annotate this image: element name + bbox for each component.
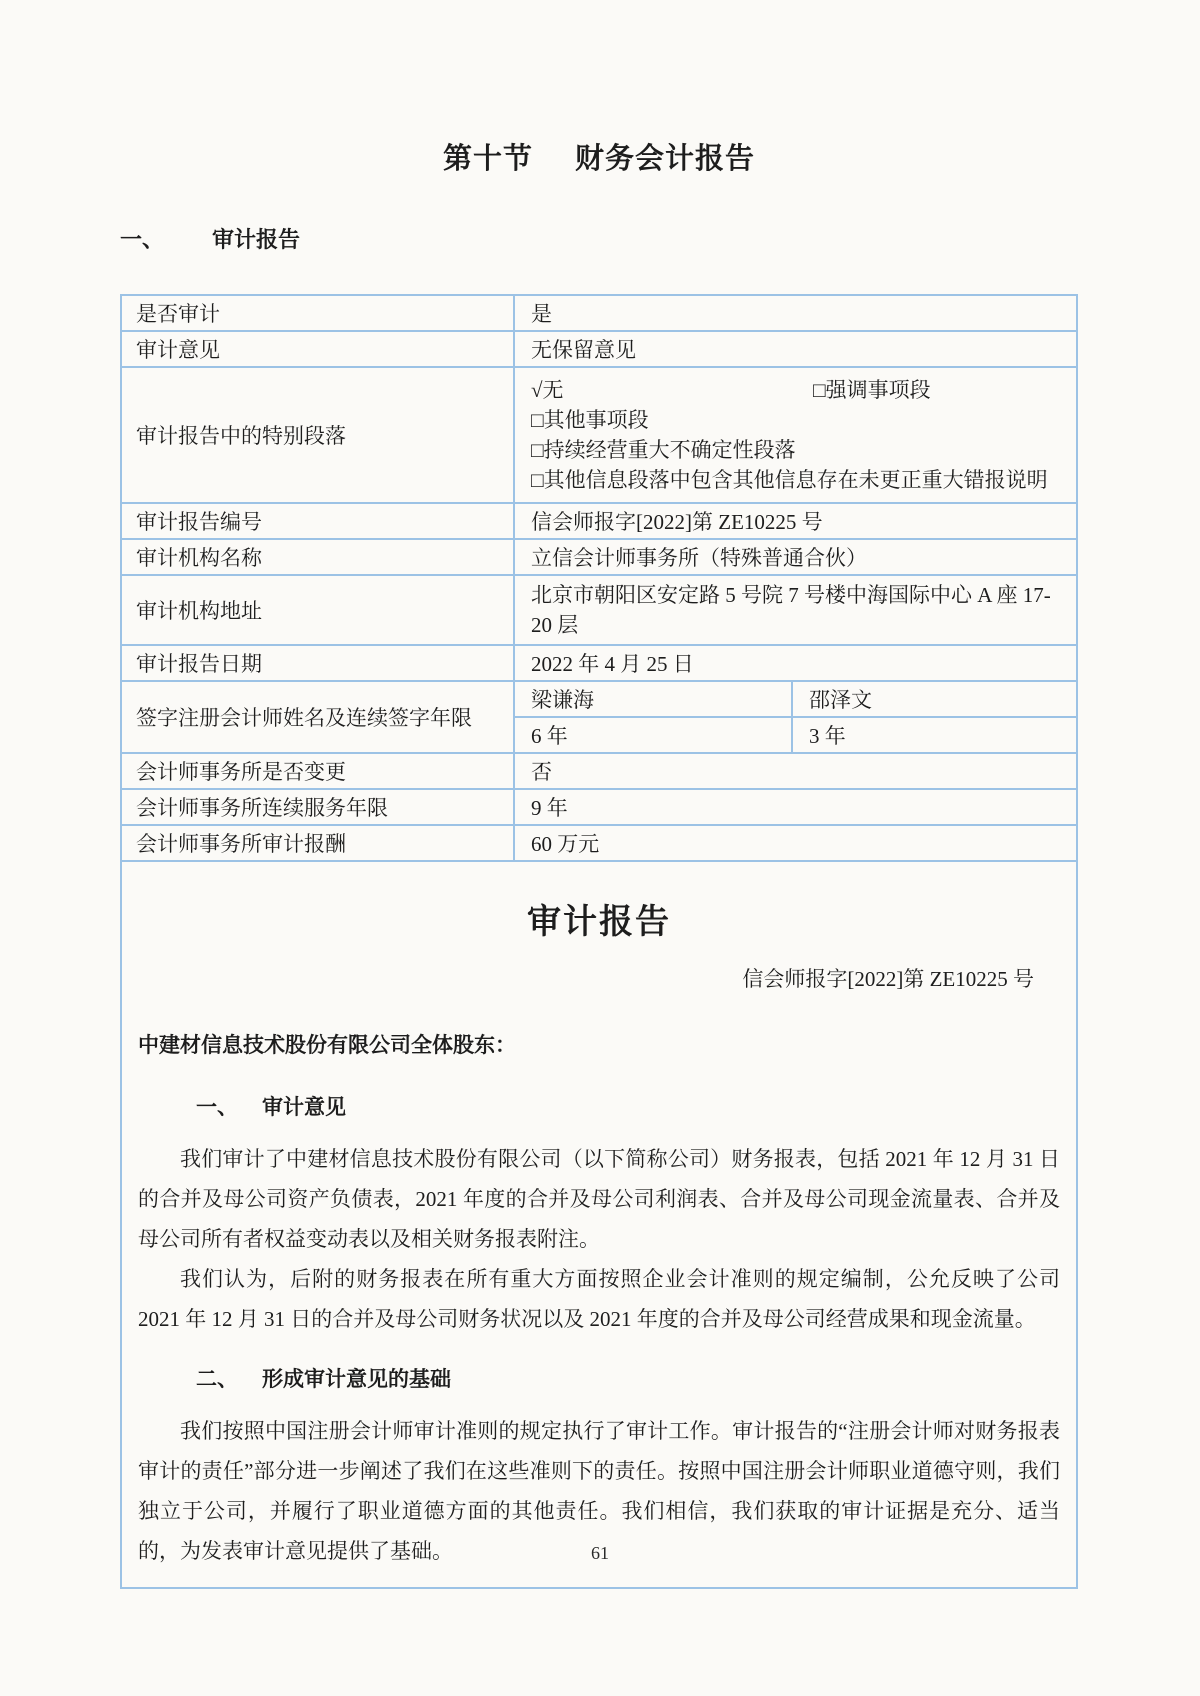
- page-title-section-number: 第十节: [442, 143, 533, 175]
- row-label: 会计师事务所连续服务年限: [122, 790, 515, 824]
- row-label: 审计报告编号: [122, 504, 515, 538]
- special-option-line: [531, 375, 1060, 405]
- table-row-audit-fee: [122, 826, 1076, 862]
- signer-years-1: 6 年: [515, 718, 793, 752]
- row-value: 立信会计师事务所（特殊普通合伙）: [531, 546, 867, 570]
- signer-name-2: 邵泽文: [809, 688, 872, 712]
- page-title-text: 财务会计报告: [575, 143, 756, 175]
- signer-years-row: [515, 718, 1076, 752]
- report-section2-heading: [138, 1363, 1060, 1393]
- report-title: 审计报告: [527, 904, 671, 941]
- table-row-signers: [122, 682, 1076, 754]
- report-reference-number: 信会师报字[2022]第 ZE10225 号: [742, 967, 1034, 991]
- checkbox-emphasis: □强调事项段: [813, 378, 931, 402]
- audit-report-box: [120, 294, 1078, 1589]
- checkbox-other-matters: □其他事项段: [531, 408, 649, 432]
- table-row-firm-changed: [122, 754, 1076, 790]
- report-paragraph-2: 我们认为，后附的财务报表在所有重大方面按照企业会计准则的规定编制，公允反映了公司 2021 年 12 月 31 日的合并及母公司财务状况以及 2021 年度的合并及母公司经营成果和现金流量。: [138, 1267, 1060, 1331]
- signers-grid: [515, 682, 1076, 752]
- report-paragraph-3: 我们按照中国注册会计师审计准则的规定执行了审计工作。审计报告的“注册会计师对财务报表审计的责任”部分进一步阐述了我们在这些准则下的责任。按照中国注册会计师职业道德守则，我们独立于公司，并履行了职业道德方面的其他责任。我们相信，我们获取的审计证据是充分、适当的，为发表审计意见提供了基础。: [138, 1419, 1060, 1563]
- page-title: [120, 0, 1078, 177]
- row-value: 60 万元: [531, 832, 600, 856]
- table-row-report-number: [122, 504, 1076, 540]
- row-value: 北京市朝阳区安定路 5 号院 7 号楼中海国际中心 A 座 17-20 层: [531, 583, 1051, 637]
- row-value: 是: [531, 302, 552, 326]
- row-label: 是否审计: [122, 296, 515, 330]
- row-label: 签字注册会计师姓名及连续签字年限: [122, 682, 515, 752]
- report-paragraph-1: 我们审计了中建材信息技术股份有限公司（以下简称公司）财务报表，包括 2021 年 12 月 31 日的合并及母公司资产负债表，2021 年度的合并及母公司利润表、合并及母公司现金流量表、合并及母公司所有者权益变动表以及相关财务报表附注。: [138, 1147, 1060, 1251]
- content-area: [120, 0, 1078, 1589]
- row-label: 审计报告中的特别段落: [122, 368, 515, 502]
- report-section1-heading: [138, 1091, 1060, 1121]
- report-section1-number: 一、: [196, 1096, 238, 1119]
- table-row-opinion: [122, 332, 1076, 368]
- report-addressee: 中建材信息技术股份有限公司全体股东：: [138, 1034, 516, 1057]
- signer-names-row: [515, 682, 1076, 718]
- row-value: 信会师报字[2022]第 ZE10225 号: [531, 510, 823, 534]
- special-paragraph-options: [515, 368, 1076, 502]
- row-value: 无保留意见: [531, 338, 636, 362]
- audit-report-letter: [122, 862, 1076, 1587]
- row-value: 否: [531, 760, 552, 784]
- row-value: 9 年: [531, 796, 568, 820]
- table-row-firm-name: [122, 540, 1076, 576]
- section-heading: [120, 223, 1078, 254]
- row-label: 会计师事务所审计报酬: [122, 826, 515, 860]
- checkbox-none-checked: √无: [531, 378, 564, 402]
- table-row-report-date: [122, 646, 1076, 682]
- section-number: 一、: [120, 227, 165, 252]
- row-label: 会计师事务所是否变更: [122, 754, 515, 788]
- report-section1-title: 审计意见: [262, 1096, 346, 1119]
- checkbox-going-concern: □持续经营重大不确定性段落: [531, 438, 796, 462]
- checkbox-other-info: □其他信息段落中包含其他信息存在未更正重大错报说明: [531, 468, 1048, 492]
- signer-years-2: 3 年: [809, 724, 846, 748]
- row-label: 审计机构名称: [122, 540, 515, 574]
- table-row-audited: [122, 296, 1076, 332]
- table-row-service-years: [122, 790, 1076, 826]
- row-value: 2022 年 4 月 25 日: [531, 652, 694, 676]
- row-label: 审计机构地址: [122, 576, 515, 644]
- report-section2-number: 二、: [196, 1368, 238, 1391]
- row-label: 审计意见: [122, 332, 515, 366]
- section-label: 审计报告: [212, 227, 301, 252]
- table-row-firm-address: [122, 576, 1076, 646]
- page-number: 61: [591, 1543, 609, 1563]
- report-section2-title: 形成审计意见的基础: [262, 1368, 451, 1391]
- row-label: 审计报告日期: [122, 646, 515, 680]
- signer-name-1: 梁谦海: [515, 682, 793, 716]
- table-row-special-paragraphs: [122, 368, 1076, 504]
